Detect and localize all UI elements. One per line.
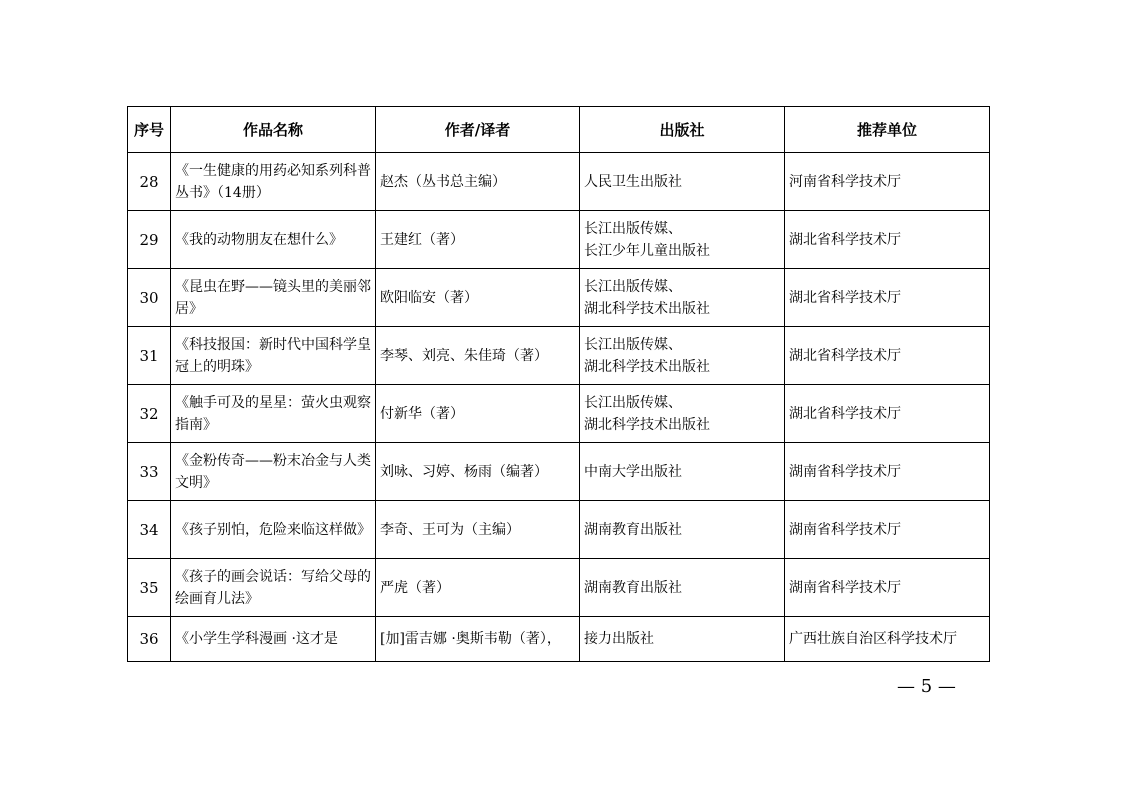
header-recommender: 推荐单位 <box>785 107 990 153</box>
cell-publisher: 人民卫生出版社 <box>580 153 785 211</box>
cell-recommender: 湖北省科学技术厅 <box>785 327 990 385</box>
cell-author: 付新华（著） <box>376 385 580 443</box>
cell-publisher: 长江出版传媒、 湖北科学技术出版社 <box>580 385 785 443</box>
cell-publisher: 长江出版传媒、 湖北科学技术出版社 <box>580 269 785 327</box>
cell-title: 《孩子的画会说话：写给父母的绘画育儿法》 <box>171 559 376 617</box>
cell-publisher: 接力出版社 <box>580 617 785 662</box>
cell-author: [加]雷吉娜 ·奥斯韦勒（著）， <box>376 617 580 662</box>
cell-author: 李奇、王可为（主编） <box>376 501 580 559</box>
cell-serial: 30 <box>128 269 171 327</box>
cell-author: 欧阳临安（著） <box>376 269 580 327</box>
cell-recommender: 河南省科学技术厅 <box>785 153 990 211</box>
cell-serial: 32 <box>128 385 171 443</box>
cell-author: 赵杰（丛书总主编） <box>376 153 580 211</box>
cell-recommender: 湖南省科学技术厅 <box>785 501 990 559</box>
table-row <box>128 501 990 559</box>
cell-publisher: 长江出版传媒、 长江少年儿童出版社 <box>580 211 785 269</box>
cell-recommender: 湖北省科学技术厅 <box>785 385 990 443</box>
cell-title: 《昆虫在野——镜头里的美丽邻居》 <box>171 269 376 327</box>
cell-serial: 33 <box>128 443 171 501</box>
cell-title: 《我的动物朋友在想什么》 <box>171 211 376 269</box>
cell-serial: 34 <box>128 501 171 559</box>
cell-serial: 31 <box>128 327 171 385</box>
table-row <box>128 385 990 443</box>
table-row <box>128 269 990 327</box>
header-author: 作者/译者 <box>376 107 580 153</box>
cell-recommender: 湖南省科学技术厅 <box>785 559 990 617</box>
cell-serial: 29 <box>128 211 171 269</box>
cell-recommender: 广西壮族自治区科学技术厅 <box>785 617 990 662</box>
table-row <box>128 327 990 385</box>
cell-author: 刘咏、习婷、杨雨（编著） <box>376 443 580 501</box>
cell-serial: 36 <box>128 617 171 662</box>
page-number: — 5 — <box>897 676 956 697</box>
cell-publisher: 长江出版传媒、 湖北科学技术出版社 <box>580 327 785 385</box>
header-title: 作品名称 <box>171 107 376 153</box>
cell-title: 《孩子别怕，危险来临这样做》 <box>171 501 376 559</box>
header-serial: 序号 <box>128 107 171 153</box>
cell-recommender: 湖南省科学技术厅 <box>785 443 990 501</box>
cell-title: 《一生健康的用药必知系列科普丛书》（14册） <box>171 153 376 211</box>
cell-publisher: 湖南教育出版社 <box>580 559 785 617</box>
table-row <box>128 211 990 269</box>
table-row <box>128 443 990 501</box>
cell-serial: 35 <box>128 559 171 617</box>
cell-recommender: 湖北省科学技术厅 <box>785 269 990 327</box>
cell-recommender: 湖北省科学技术厅 <box>785 211 990 269</box>
cell-publisher: 中南大学出版社 <box>580 443 785 501</box>
recommendation-table <box>127 106 990 662</box>
cell-author: 李琴、刘亮、朱佳琦（著） <box>376 327 580 385</box>
header-publisher: 出版社 <box>580 107 785 153</box>
cell-title: 《小学生学科漫画 ·这才是 <box>171 617 376 662</box>
table-row <box>128 617 990 662</box>
table-header-row <box>128 107 990 153</box>
table-row <box>128 559 990 617</box>
cell-author: 严虎（著） <box>376 559 580 617</box>
cell-title: 《金粉传奇——粉末冶金与人类文明》 <box>171 443 376 501</box>
cell-author: 王建红（著） <box>376 211 580 269</box>
cell-title: 《科技报国：新时代中国科学皇冠上的明珠》 <box>171 327 376 385</box>
cell-title: 《触手可及的星星：萤火虫观察指南》 <box>171 385 376 443</box>
cell-serial: 28 <box>128 153 171 211</box>
cell-publisher: 湖南教育出版社 <box>580 501 785 559</box>
table-row <box>128 153 990 211</box>
